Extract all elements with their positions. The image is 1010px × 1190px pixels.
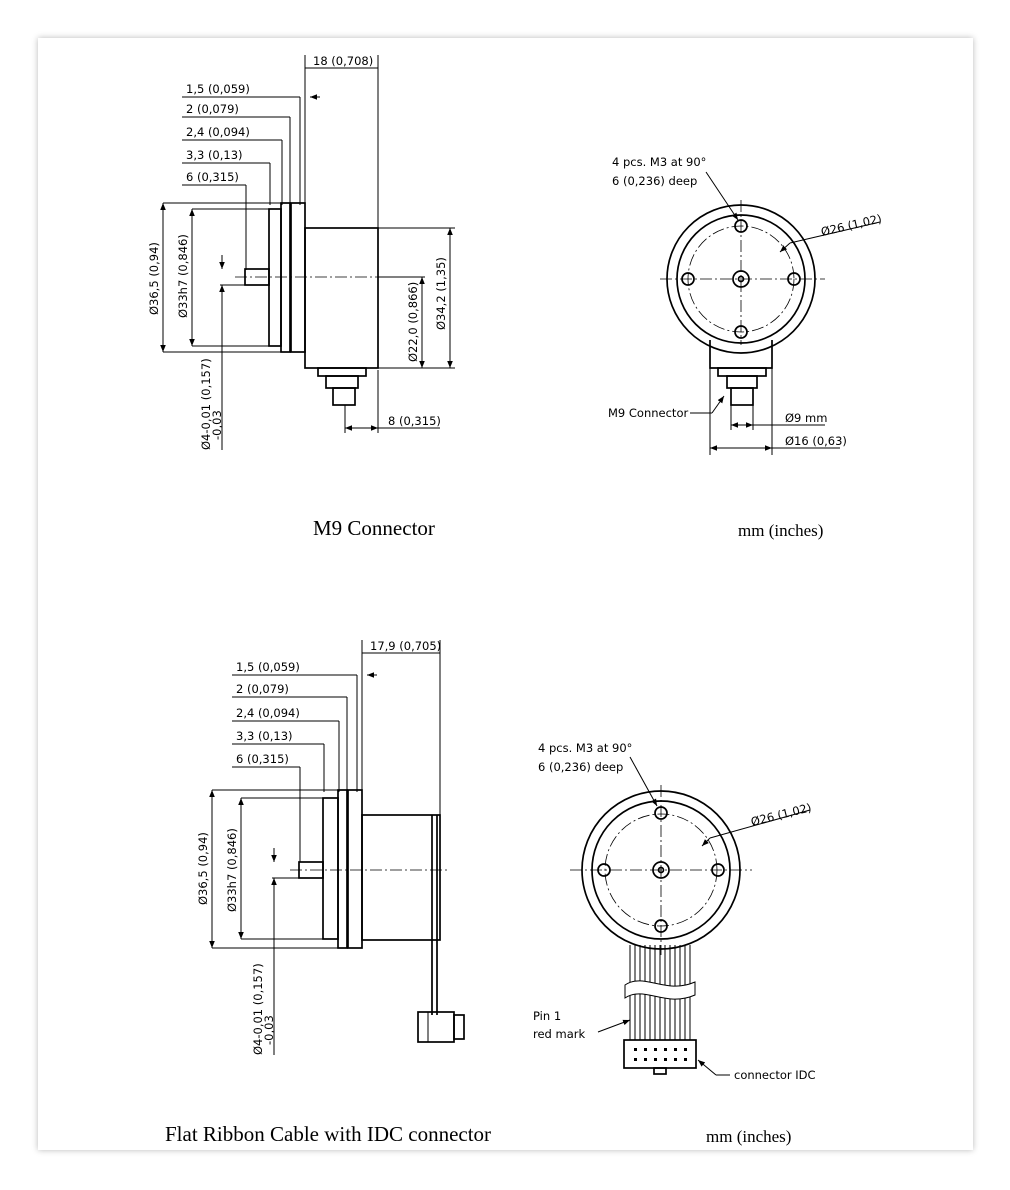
dim-overall-length: 18 (0,708): [313, 54, 374, 68]
label-pin-1: Pin 1: [533, 1009, 562, 1023]
units-m9: mm (inches): [738, 521, 824, 540]
note2-hole-depth: 6 (0,236) deep: [538, 760, 624, 774]
dim-2: 2 (0,079): [186, 102, 239, 116]
label-red-mark: red mark: [533, 1027, 586, 1041]
dim-bolt-circle: Ø26 (1,02): [819, 211, 884, 239]
dim-3-3: 3,3 (0,13): [186, 148, 243, 162]
dim-housing-16: Ø16 (0,63): [785, 434, 847, 448]
dim-6: 6 (0,315): [186, 170, 239, 184]
dim-1-5: 1,5 (0,059): [186, 82, 250, 96]
note-hole-depth: 6 (0,236) deep: [612, 174, 698, 188]
dim2-2: 2 (0,079): [236, 682, 289, 696]
caption-ribbon: Flat Ribbon Cable with IDC connector: [165, 1122, 492, 1146]
note-m3-holes: 4 pcs. M3 at 90°: [612, 155, 707, 169]
dim2-flange-diameter: Ø36,5 (0,94): [196, 832, 210, 905]
dim-connector-9mm: Ø9 mm: [785, 411, 828, 425]
dim2-2-4: 2,4 (0,094): [236, 706, 300, 720]
dim2-6: 6 (0,315): [236, 752, 289, 766]
label-connector-idc: connector IDC: [734, 1068, 816, 1082]
dim2-overall-length: 17,9 (0,705): [370, 639, 442, 653]
idc-side-view: [212, 640, 464, 1055]
dim2-shaft-diameter: Ø4-0,01 (0,157): [251, 963, 265, 1055]
dim-shaft-diameter: Ø4-0,01 (0,157): [199, 358, 213, 450]
dim-connector-length: 8 (0,315): [388, 414, 441, 428]
dim-shaft-tolerance: -0,03: [210, 410, 224, 440]
units-ribbon: mm (inches): [706, 1127, 792, 1146]
dim2-3-3: 3,3 (0,13): [236, 729, 293, 743]
dim2-shaft-tolerance: -0,03: [262, 1015, 276, 1045]
dim-body-diameter: Ø34,2 (1,35): [434, 257, 448, 330]
dim-boss-diameter: Ø22,0 (0,866): [406, 281, 420, 362]
label-m9-connector: M9 Connector: [608, 406, 689, 420]
dim-2-4: 2,4 (0,094): [186, 125, 250, 139]
note2-m3-holes: 4 pcs. M3 at 90°: [538, 741, 633, 755]
caption-m9: M9 Connector: [313, 516, 435, 540]
dim-pilot-diameter: Ø33h7 (0,846): [176, 234, 190, 318]
dim2-pilot-diameter: Ø33h7 (0,846): [225, 828, 239, 912]
dim2-bolt-circle: Ø26 (1,02): [749, 800, 813, 829]
dim2-1-5: 1,5 (0,059): [236, 660, 300, 674]
idc-front-view: [570, 757, 813, 1075]
dim-flange-diameter: Ø36,5 (0,94): [147, 242, 161, 315]
m9-front-view: [660, 172, 880, 455]
